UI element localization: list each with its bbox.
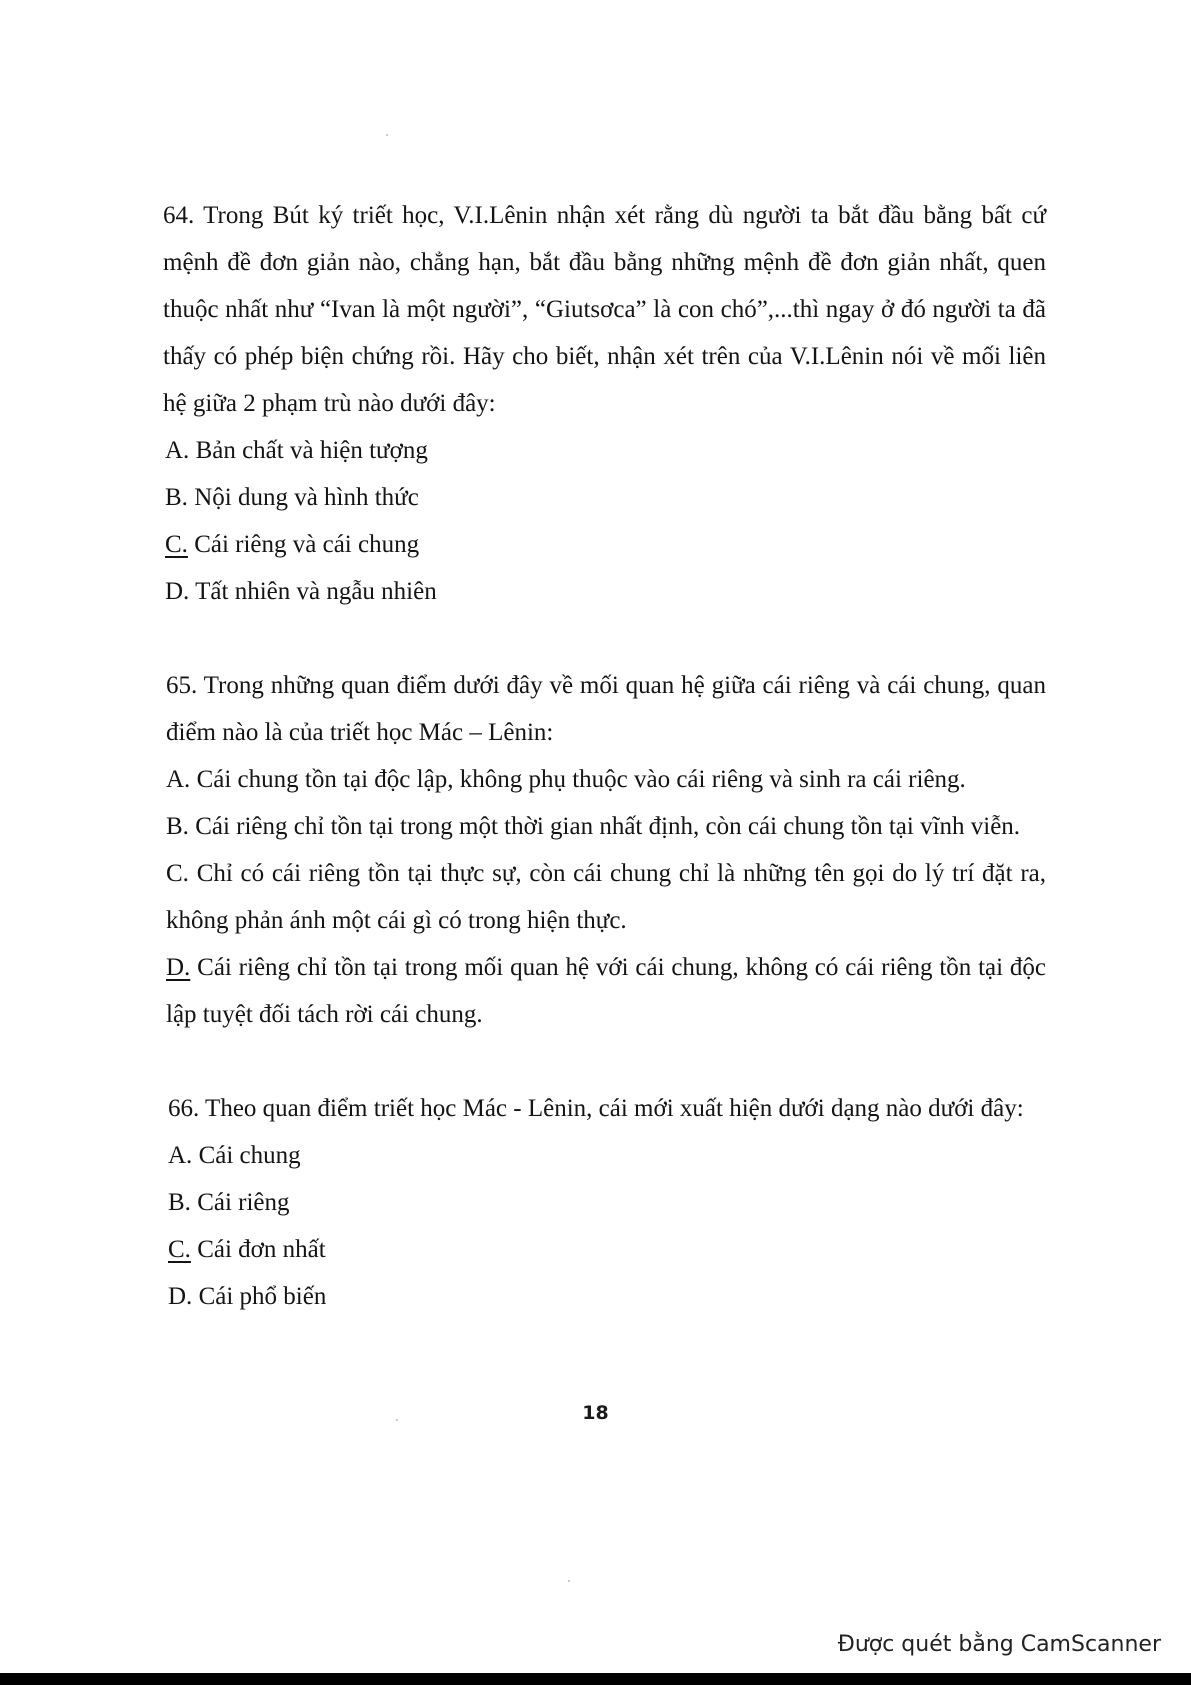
spacer [163,1038,1046,1085]
option-d [165,568,1046,615]
question-65 [163,662,1046,1038]
option-text: Cái riêng và cái chung [194,531,420,558]
question-64 [163,192,1046,615]
option-d [168,1273,1046,1320]
question-text: 66. Theo quan điểm triết học Mác - Lênin, cái mới xuất hiện dưới dạng nào dưới đây: [168,1095,1024,1122]
question-66 [163,1085,1046,1320]
option-letter: D. [168,1283,193,1310]
option-b [168,1179,1046,1226]
option-letter: B. [166,813,189,840]
option-letter: A. [166,766,191,793]
option-a [168,1132,1046,1179]
option-text: Nội dung và hình thức [194,484,419,511]
option-text: Cái riêng chỉ tồn tại trong mối quan hệ với cái chung, không có cái riêng tồn tại độc lập tuyệt đối tách rời cái chung. [166,954,1047,1028]
option-text: Cái riêng chỉ tồn tại trong một thời gian nhất định, còn cái chung tồn tại vĩnh viễn. [195,813,1021,840]
option-letter: C. [168,1236,191,1263]
option-c-answer [165,521,1046,568]
option-letter: D. [166,954,191,981]
scan-bottom-edge [0,1673,1191,1685]
option-a [166,756,1046,803]
option-letter: A. [165,437,190,464]
scan-speck [386,134,388,136]
option-text: Cái riêng [197,1189,290,1216]
option-b [165,474,1046,521]
option-b [166,803,1046,850]
option-letter: B. [165,484,188,511]
question-text: 65. Trong những quan điểm dưới đây về mối quan hệ giữa cái riêng và cái chung, quan điểm nào là của triết học Mác – Lênin: [166,672,1046,746]
option-text: Cái đơn nhất [197,1236,326,1263]
option-d-answer [166,944,1046,1038]
option-text: Chỉ có cái riêng tồn tại thực sự, còn cái chung chỉ là những tên gọi do lý trí đặt ra, không phản ánh một cái gì có trong hiện thực. [166,860,1047,934]
page-content [163,192,1046,1320]
option-c [166,850,1046,944]
page-number: 18 [582,1402,609,1424]
option-text: Cái phổ biến [198,1283,327,1310]
option-text: Tất nhiên và ngẫu nhiên [195,578,437,605]
question-text: 64. Trong Bút ký triết học, V.I.Lênin nhận xét rằng dù người ta bắt đầu bằng bất cứ mệnh đề đơn giản nào, chẳng hạn, bắt đầu bằng những mệnh đề đơn giản nhất, quen thuộc nhất như “Ivan là một người”, “Giutsơca” là con chó”,...thì ngay ở đó người ta đã thấy có phép biện chứng rồi. Hãy cho biết, nhận xét trên của V.I.Lênin nói về mối liên hệ giữa 2 phạm trù nào dưới đây: [163,202,1046,417]
option-text: Bản chất và hiện tượng [195,437,428,464]
option-text: Cái chung tồn tại độc lập, không phụ thuộc vào cái riêng và sinh ra cái riêng. [196,766,966,793]
option-c-answer [168,1226,1046,1273]
option-letter: C. [166,860,189,887]
option-letter: C. [165,531,188,558]
spacer [163,615,1046,662]
option-letter: B. [168,1189,191,1216]
option-text: Cái chung [198,1142,301,1169]
option-letter: A. [168,1142,193,1169]
scan-speck [568,1580,570,1582]
option-letter: D. [165,578,190,605]
option-a [165,427,1046,474]
camscanner-watermark: Được quét bằng CamScanner [837,1632,1161,1657]
